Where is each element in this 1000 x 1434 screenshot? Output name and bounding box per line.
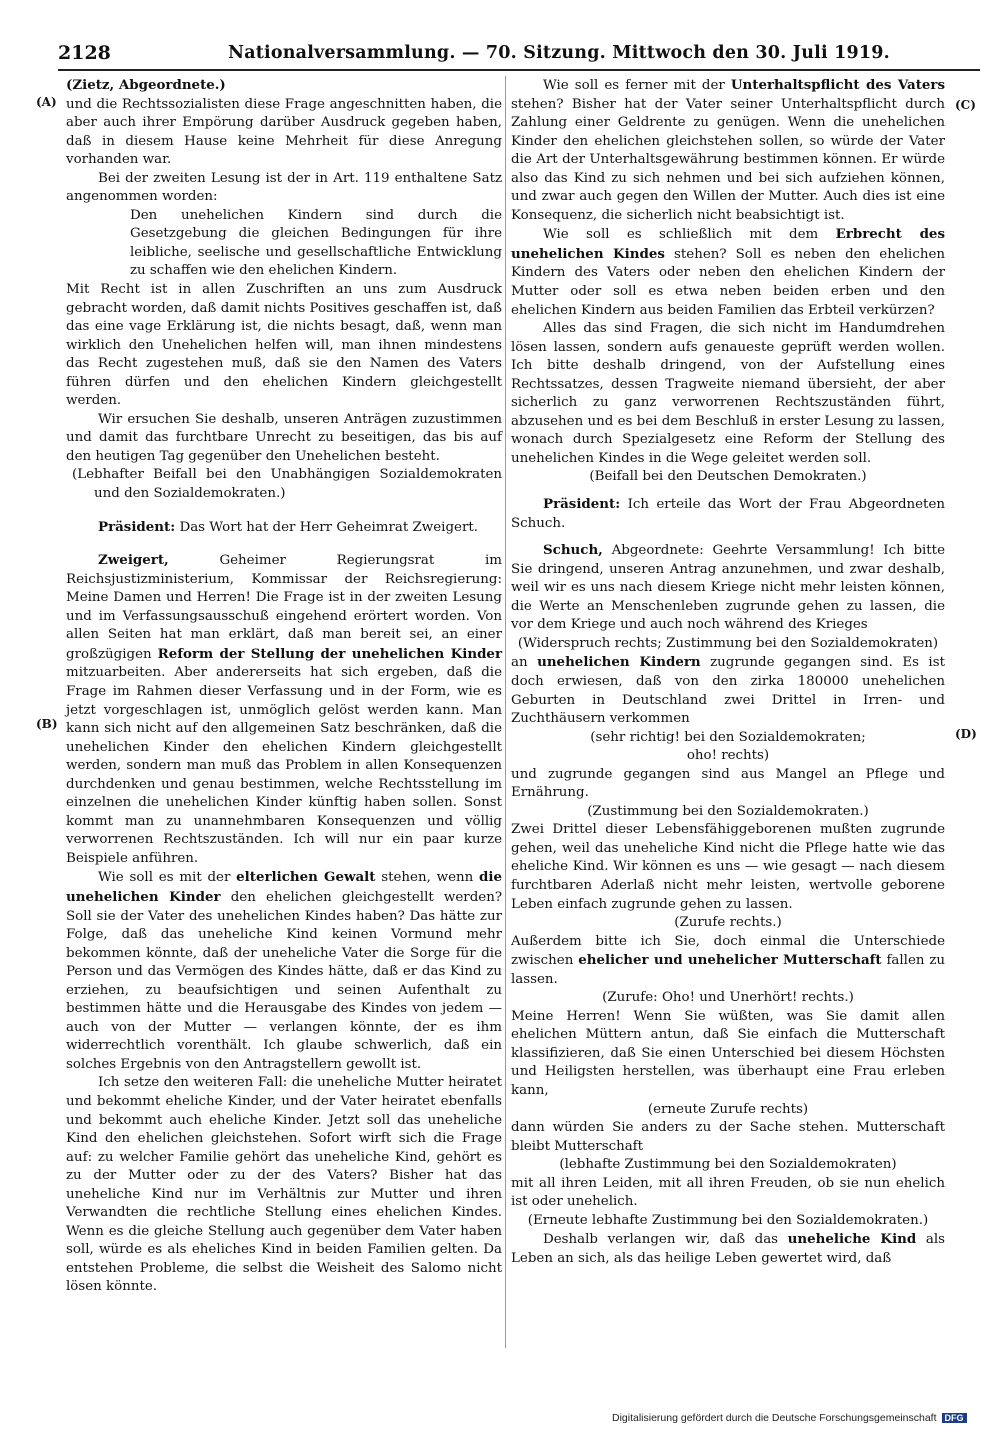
interjection: (erneute Zurufe rechts) [647,1101,809,1117]
paragraph: Deshalb verlangen wir, daß das uneheliche Kind als Leben an sich, als das heilige Leben gewertet wird, daß [511,1231,945,1266]
speaker-label: Präsident: [543,496,621,513]
page-header [58,42,970,68]
margin-marker-b: (B) [36,717,58,731]
interjection: (Zurufe rechts.) [674,915,782,931]
paragraph: und die Rechtssozialisten diese Frage angeschnitten haben, die aber auch ihrer Empörung darüber Ausdruck gegeben haben, daß in diesem Hause keine Mehrheit für diese Anregung vorhanden war. [66,96,502,168]
speech-zweigert: Zweigert, Geheimer Regierungsrat im Reichsjustizministerium, Kommissar der Reichsregierung: Meine Damen und Herren! Die Frage ist in der zweiten Lesung und im Verfassungsausschuß eingehend erörtert worden. Von allen Seiten hat man erklärt, daß man bereit sei, an einer großzügigen Reform der Stellung der unehelichen Kinder mitzuarbeiten. Aber andererseits hat sich ergeben, daß die Frage im Rahmen dieser Verfassung und in der Form, wie es jetzt vorgeschlagen ist, unmöglich gelöst werden kann. Man kann sich nicht auf den allgemeinen Satz beschränken, daß die unehelichen Kinder den ehelichen Kindern gleichgestellt werden, sondern man muß das Problem in allen Konsequenzen durchdenken und genau bestimmen, welche Rechtsstellung im einzelnen die unehelichen Kinder künftig haben sollen. Sonst kommt man zu unannehmbaren Konsequenzen und völlig verworrenen Rechtszuständen. Ich will nur ein paar kurze Beispiele anführen. [66,552,503,866]
president-speech: Präsident: Ich erteile das Wort der Frau Abgeordneten Schuch. [511,496,945,531]
paragraph: Meine Herren! Wenn Sie wüßten, was Sie damit allen ehelichen Müttern antun, daß Sie einfach die Mutterschaft klassifizieren, daß Sie einen Unterschied bei diesem Höchsten und Heiligsten herstellen, was überhaupt eine Frau erleben kann, [511,1008,945,1098]
header-rule [58,69,980,71]
speech-schuch: Schuch, Abgeordnete: Geehrte Versammlung! Ich bitte Sie dringend, unseren Antrag anzunehmen, und zwar deshalb, weil wir es uns nach diesem Kriege nicht mehr leisten können, die Werte an Menschenleben zugrunde gehen zu lassen, die vor dem Kriege und auch noch während des Krieges [511,542,945,633]
paragraph: und zugrunde gegangen sind aus Mangel an Pflege und Ernährung. [511,766,945,801]
footer-text: Digitalisierung gefördert durch die Deutsche Forschungsgemeinschaft [612,1412,937,1424]
column-divider [505,76,506,1348]
applause-note: (Lebhafter Beifall bei den Unabhängigen Sozialdemokraten und den Sozialdemokraten.) [72,467,502,502]
paragraph: Alles das sind Fragen, die sich nicht im Handumdrehen lösen lassen, sondern aufs genaueste geprüft werden wollen. Ich bitte deshalb dringend, von der Aufstellung eines Rechtssatzes, dessen Tragweite niemand übersieht, der aber sicherlich zu ganz verworrenen Rechtszuständen führt, abzusehen und es bei dem Beschluß in erster Lesung zu lassen, wonach durch Spezialgesetz eine Reform der Stellung des unehelichen Kindes in die Wege geleitet werden soll. [511,321,945,466]
paragraph: Zwei Drittel dieser Lebensfähiggeborenen mußten zugrunde gehen, weil das uneheliche Kind nicht die Pflege hatte wie das eheliche Kind. Wir können es uns — wie gesagt — nach diesem furchtbaren Aderlaß nicht mehr leisten, wertvolle geborene Leben einfach zugrunde gehen zu lassen. [511,822,945,912]
interjection: (Widerspruch rechts; Zustimmung bei den Sozialdemokraten) [517,635,939,651]
paragraph: an unehelichen Kindern zugrunde gegangen sind. Es ist doch erwiesen, daß von den zirka 180000 unehelichen Geburten in Deutschland zwei Drittel in Irren- und Zuchthäusern verkommen [511,654,945,727]
interjection: (lebhafte Zustimmung bei den Sozialdemokraten) [559,1157,897,1173]
paragraph: Bei der zweiten Lesung ist der in Art. 119 enthaltene Satz angenommen worden: [66,170,502,205]
interjection: (Zustimmung bei den Sozialdemokraten.) [587,803,869,819]
right-column [511,76,945,1268]
president-speech: Präsident: Das Wort hat der Herr Geheimrat Zweigert. [98,518,478,535]
paragraph: Außerdem bitte ich Sie, doch einmal die Unterschiede zwischen ehelicher und unehelicher Mutterschaft fallen zu lassen. [511,933,946,987]
page-number: 2128 [58,42,111,64]
dfg-logo: DFG [942,1413,967,1423]
margin-marker-d: (D) [955,727,977,741]
paragraph: Ich setze den weiteren Fall: die uneheliche Mutter heiratet und bekommt eheliche Kinder, und der Vater heiratet ebenfalls und bekommt auch eheliche Kinder. Jetzt soll das uneheliche Kind den ehelichen gleichstehen. Sofort wirft sich die Frage auf: zu welcher Familie gehört das uneheliche Kind, gehört es zu der Mutter oder zu der des Vaters? Bisher hat das uneheliche Kind nur im Verhältnis zur Mutter und ihren Verwandten die rechtliche Stellung eines ehelichen Kindes. Wenn es die gleiche Stellung auch gegenüber dem Vater haben soll, würde es als eheliches Kind in beiden Familien gelten. Da entstehen Probleme, die selbst die Weisheit des Salomo nicht lösen könnte. [66,1075,502,1295]
interjection: (sehr richtig! bei den Sozialdemokraten; [590,729,866,745]
header-title: Nationalversammlung. — 70. Sitzung. Mittwoch den 30. Juli 1919. [228,43,890,63]
speaker-name: Schuch, [543,542,603,559]
speaker-name: Zweigert, [98,552,169,569]
speaker-line: (Zietz, Abgeordnete.) [66,77,226,93]
interjection: oho! rechts) [686,748,770,764]
speaker-label: Präsident: [98,518,176,535]
margin-marker-c: (C) [955,98,976,112]
paragraph: Wir ersuchen Sie deshalb, unseren Anträgen zuzustimmen und damit das furchtbare Unrecht zu beseitigen, das bis auf den heutigen Tag gegenüber den Unehelichen besteht. [66,411,502,464]
interjection: (Erneute lebhafte Zustimmung bei den Sozialdemokraten.) [527,1212,929,1228]
interjection: (Zurufe: Oho! und Unerhört! rechts.) [602,990,854,1006]
paragraph: Wie soll es mit der elterlichen Gewalt stehen, wenn die unehelichen Kinder den ehelichen gleichgestellt werden? Soll sie der Vater des unehelichen Kindes haben? Das hätte zur Folge, daß das uneheliche Kind keinen Vormund mehr bekommen könnte, daß der uneheliche Vater die Sorge für die Person und das Vermögen des Kindes hätte, daß er das Kind zu erziehen, zu beaufsichtigen und seinen Aufenthalt zu bestimmen hätte und die Herausgabe des Kindes von jedem — auch von der Mutter — verlangen könnte, der es ihm widerrechtlich vorenthält. Ich glaube schwerlich, daß ein solches Ergebnis von den Antragstellern gewollt ist. [66,869,503,1072]
margin-marker-a: (A) [36,95,57,109]
constitution-quote: Den unehelichen Kindern sind durch die Gesetzgebung die gleichen Bedingungen für ihre leibliche, seelische und gesellschaftliche Entwicklung zu schaffen wie den ehelichen Kindern. [130,207,502,279]
paragraph: mit all ihren Leiden, mit all ihren Freuden, ob sie nun ehelich ist oder unehelich. [511,1175,945,1210]
paragraph: dann würden Sie anders zu der Sache stehen. Mutterschaft bleibt Mutterschaft [511,1120,945,1154]
paragraph: Mit Recht ist in allen Zuschriften an uns zum Ausdruck gebracht worden, daß damit nichts Positives geschaffen ist, daß das eine vage Erklärung ist, die nichts besagt, daß, wenn man wirklich den Unehelichen helfen will, man ihnen mindestens das Recht zugestehen muß, daß sie den Namen des Vaters führen dürfen und den ehelichen Kindern gleichgestellt werden. [66,282,502,409]
paragraph: Wie soll es ferner mit der Unterhaltspflicht des Vaters stehen? Bisher hat der Vater seiner Unterhaltspflicht durch Zahlung einer Geldrente zu genügen. Wenn die unehelichen Kinder den ehelichen gleichstehen sollen, so würde der Vater die Art der Unterhaltsgewährung bestimmen können. Er würde also das Kind zu sich nehmen und bei sich aufziehen können, und zwar auch gegen den Willen der Mutter. Auch dies ist eine Konsequenz, die sicherlich nicht beabsichtigt ist. [511,77,945,223]
applause-note: (Beifall bei den Deutschen Demokraten.) [589,469,867,485]
footer-credit [612,1412,967,1424]
paragraph: Wie soll es schließlich mit dem Erbrecht des unehelichen Kindes stehen? Soll es neben den ehelichen Kindern des Vaters oder neben den ehelichen Kindern der Mutter oder soll es etwa neben beiden erben und den ehelichen Kindern aus beiden Familien das Erbteil verkürzen? [511,226,945,318]
left-column [66,76,502,1297]
